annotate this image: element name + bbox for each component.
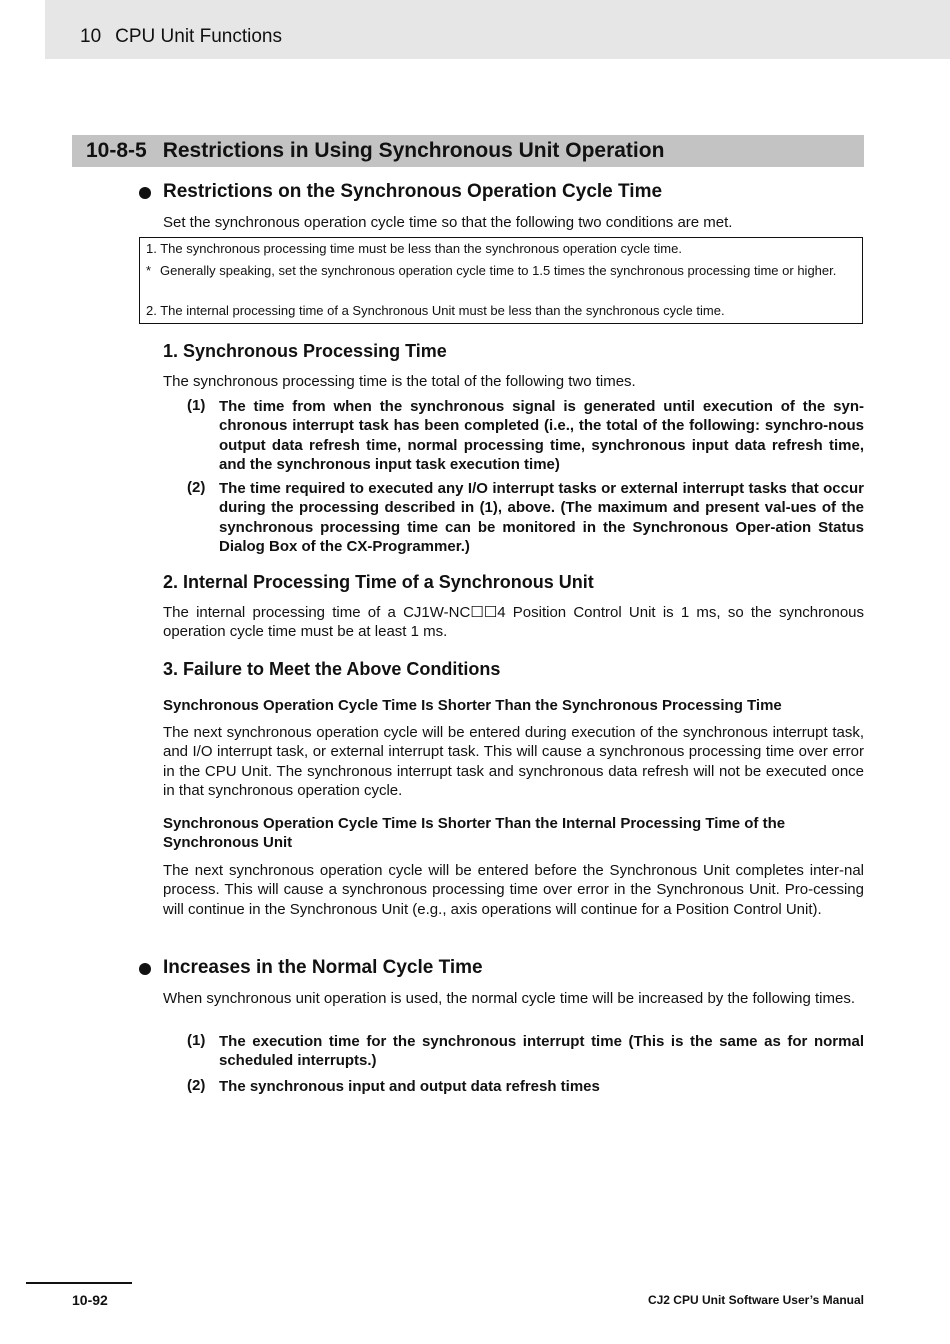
item-number: (2): [187, 479, 206, 496]
sub1-intro: The synchronous processing time is the total of the following two times.: [163, 373, 636, 390]
chapter-title: CPU Unit Functions: [115, 26, 282, 47]
manual-title: CJ2 CPU Unit Software User’s Manual: [647, 1293, 864, 1307]
case2-body: The next synchronous operation cycle will be entered before the Synchronous Unit completes inter-nal process. This will cause a synchronous processing time over error in the Synchronous Unit. Pro-cessing will continue in the Synchronous Unit (e.g., axis operations will continue for a Position Control Unit).: [163, 862, 864, 918]
section-heading: [86, 139, 664, 163]
case2-heading: Synchronous Operation Cycle Time Is Shorter Than the Internal Processing Time of the Synchronous Unit: [163, 815, 786, 851]
item-number: (1): [187, 397, 206, 414]
chapter-number: 10: [80, 26, 102, 47]
item-number: (2): [187, 1077, 206, 1094]
sub2-body: The internal processing time of a CJ1W-NC☐☐4 Position Control Unit is 1 ms, so the synchronous operation cycle time must be at least 1 ms.: [163, 604, 864, 641]
section-number: 10-8-5: [86, 139, 147, 162]
list-item: The time required to executed any I/O interrupt tasks or external interrupt tasks that occur during the processing described in (1), above. (The maximum and present val-ues of the synchronous processing time can be monitored in the Synchronous Oper-ation Status Dialog Box of the CX-Programmer.): [219, 480, 864, 555]
bullet-heading-cycle-time: Restrictions on the Synchronous Operation Cycle Time: [163, 181, 663, 202]
subheading-internal-processing-time: 2. Internal Processing Time of a Synchronous Unit: [163, 572, 594, 592]
section-title: Restrictions in Using Synchronous Unit Operation: [162, 139, 665, 162]
subheading-failure-conditions: 3. Failure to Meet the Above Conditions: [163, 659, 501, 679]
footer-rule: [26, 1282, 132, 1284]
case1-heading: Synchronous Operation Cycle Time Is Shorter Than the Synchronous Processing Time: [163, 697, 782, 714]
item-number: (1): [187, 1032, 206, 1049]
list-item: The synchronous input and output data refresh times: [219, 1078, 600, 1095]
bullet2-intro: When synchronous unit operation is used, the normal cycle time will be increased by the following times.: [163, 990, 856, 1007]
case1-body: The next synchronous operation cycle will be entered during execution of the synchronous interrupt task, and I/O interrupt task, or external interrupt task. This will cause a synchronous processing time over error in the CPU Unit. The synchronous interrupt task and synchronous data refresh will not be executed once in that synchronous operation cycle.: [163, 724, 864, 799]
page-number: 10-92: [72, 1292, 108, 1308]
condition-1: 1. The synchronous processing time must be less than the synchronous operation cycle time.: [146, 241, 682, 256]
conditions-box: [139, 237, 863, 324]
page-header: [80, 26, 282, 48]
condition-2: 2. The internal processing time of a Synchronous Unit must be less than the synchronous cycle time.: [146, 303, 725, 318]
bullet-dot: [139, 187, 151, 199]
condition-note: Generally speaking, set the synchronous operation cycle time to 1.5 times the synchronous processing time or higher.: [160, 263, 837, 278]
subheading-sync-processing-time: 1. Synchronous Processing Time: [163, 341, 447, 361]
bullet-dot: [139, 963, 151, 975]
list-item: The execution time for the synchronous interrupt time (This is the same as for normal scheduled interrupts.): [219, 1033, 864, 1070]
bullet-heading-normal-cycle-time: Increases in the Normal Cycle Time: [163, 957, 483, 978]
bullet1-intro: Set the synchronous operation cycle time so that the following two conditions are met.: [163, 214, 733, 231]
note-asterisk: *: [146, 263, 152, 278]
list-item: The time from when the synchronous signal is generated until execution of the syn-chronous interrupt task has been completed (i.e., the total of the following: synchro-nous output data refresh time, normal processing time, synchronous input data refresh time, and the synchronous input task execution time): [219, 398, 864, 473]
